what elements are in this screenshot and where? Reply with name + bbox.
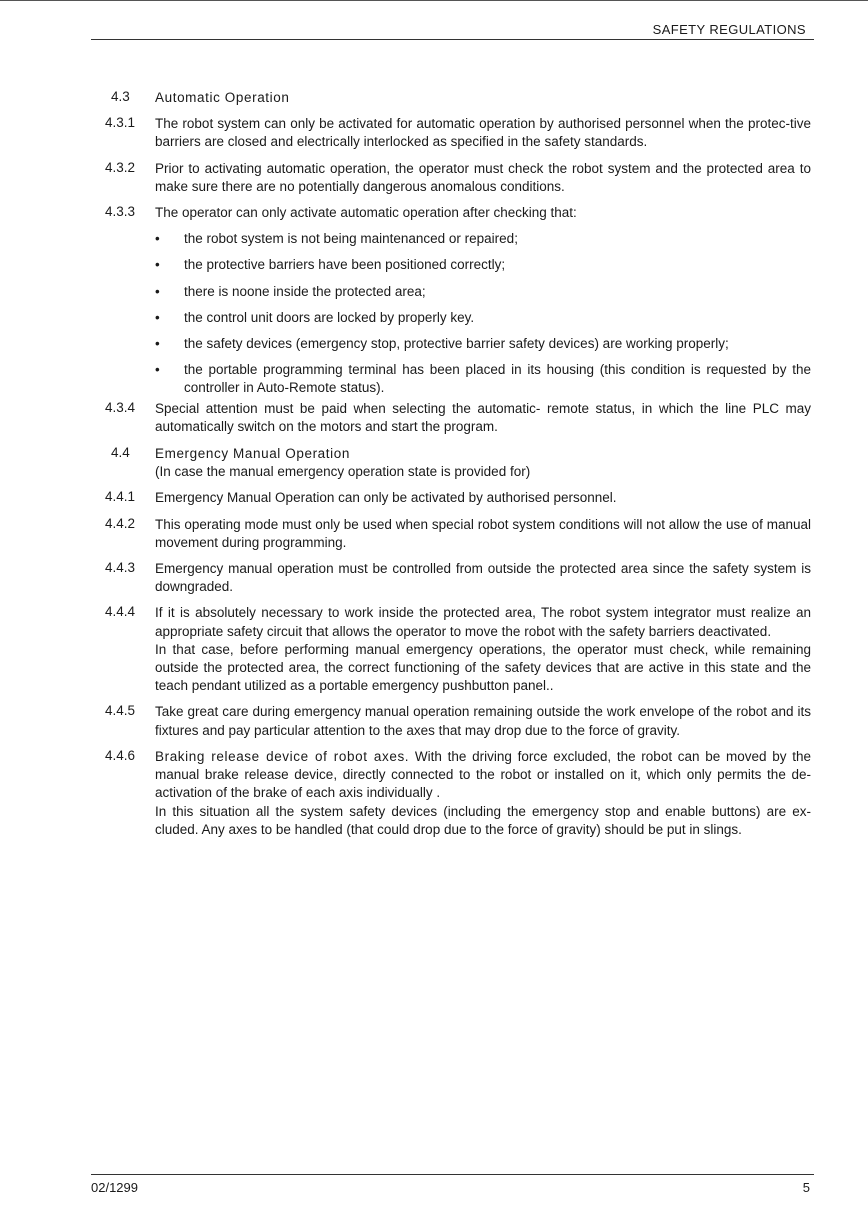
clause	[0, 160, 868, 196]
bullet-icon: •	[155, 283, 160, 299]
list-item	[155, 230, 811, 248]
clause-text: Take great care during emergency manual operation remaining outside the work envelope of the robot and its fixtures and pay particular attention to the axes that may drop due to the force of gravity.	[155, 704, 811, 738]
clause	[0, 204, 868, 400]
clause-number: 4.3.2	[105, 159, 136, 175]
bullet-icon: •	[155, 257, 160, 273]
bullet-icon: •	[155, 231, 160, 247]
clause	[0, 604, 868, 695]
list-item	[155, 361, 811, 397]
clause-number: 4.4.2	[105, 515, 136, 531]
clause-number: 4.3.1	[105, 115, 136, 131]
list-item	[155, 256, 811, 274]
clause-text	[155, 748, 811, 803]
section-number: 4.3	[111, 89, 130, 104]
list-item-text: the safety devices (emergency stop, protective barrier safety devices) are working properly;	[184, 336, 729, 352]
clause-lead-text: With the driving force excluded, the robot can be moved by the manual brake release device, directly connected to the robot or installed on it, which only permits the de-activation of the brake of each axis individually .	[155, 748, 811, 801]
clause	[0, 115, 868, 151]
clause	[0, 748, 868, 839]
running-header: SAFETY REGULATIONS	[652, 22, 806, 37]
list-item	[155, 309, 811, 327]
header-rule	[91, 39, 814, 40]
clause-number: 4.3.3	[105, 204, 136, 220]
clause-text-continued: In this situation all the system safety devices (including the emergency stop and enable buttons) are ex-cluded. Any axes to be handled (that could drop due to the force of gravity) should be put in slings.	[155, 803, 811, 837]
clause-lead: Braking release device of robot axes.	[155, 748, 410, 764]
clause-text: Special attention must be paid when selecting the automatic- remote status, in which the line PLC may automatically switch on the motors and start the program.	[155, 400, 811, 434]
clause-text: The robot system can only be activated for automatic operation by authorised personnel when the protec-tive barriers are closed and electrically interlocked as specified in the safety standards.	[155, 116, 811, 150]
clause-text: This operating mode must only be used when special robot system conditions will not allow the use of manual movement during programming.	[155, 516, 811, 550]
section-heading	[0, 445, 868, 481]
document-code: 02/1299	[91, 1180, 138, 1195]
list-item-text: the portable programming terminal has been placed in its housing (this condition is requested by the controller in Auto-Remote status).	[184, 362, 811, 396]
section-number: 4.4	[111, 445, 130, 461]
clause-number: 4.3.4	[105, 399, 136, 415]
list-item-text: the protective barriers have been positioned correctly;	[184, 257, 506, 273]
clause-number: 4.4.1	[105, 489, 136, 505]
list-item	[155, 283, 811, 301]
clause-text: Emergency manual operation must be controlled from outside the protected area since the safety system is downgraded.	[155, 561, 811, 595]
bullet-icon: •	[155, 309, 160, 325]
clause-content	[155, 748, 811, 839]
clause-text-continued: In that case, before performing manual emergency operations, the operator must check, while remaining outside the protected area, the correct functioning of the safety devices that are active in this state and the teach pendant utilized as a portable emergency pushbutton panel..	[155, 641, 811, 694]
page-number: 5	[802, 1180, 810, 1195]
section-heading-content	[155, 445, 811, 481]
clause	[0, 560, 868, 596]
clause-number: 4.4.6	[105, 747, 136, 763]
section-heading	[0, 89, 868, 107]
list-item-text: the robot system is not being maintenanced or repaired;	[184, 231, 518, 247]
bullet-icon: •	[155, 362, 160, 378]
document-body	[0, 89, 868, 839]
section-title: Automatic Operation	[155, 90, 290, 105]
clause-content	[155, 204, 811, 400]
clause	[0, 516, 868, 552]
clause-text: Emergency Manual Operation can only be activated by authorised personnel.	[155, 490, 617, 506]
footer-rule	[91, 1174, 814, 1175]
clause-number: 4.4.5	[105, 703, 136, 719]
clause	[0, 400, 868, 436]
clause-text: Prior to activating automatic operation, the operator must check the robot system and the protected area to make sure there are no potentially dangerous anomalous conditions.	[155, 160, 811, 194]
bullet-icon: •	[155, 336, 160, 352]
clause	[0, 703, 868, 739]
list-item-text: the control unit doors are locked by properly key.	[184, 309, 475, 325]
clause-number: 4.4.3	[105, 560, 136, 576]
section-title: Emergency Manual Operation	[155, 446, 350, 462]
clause-text: If it is absolutely necessary to work inside the protected area, The robot system integrator must realize an appropriate safety circuit that allows the operator to move the robot with the safety barriers deactivated.	[155, 605, 811, 639]
list-item	[155, 335, 811, 353]
clause-content	[155, 604, 811, 695]
clause	[0, 489, 868, 507]
section-subtitle: (In case the manual emergency operation state is provided for)	[155, 464, 531, 480]
clause-number: 4.4.4	[105, 604, 136, 620]
clause-text: The operator can only activate automatic operation after checking that:	[155, 205, 577, 221]
list-item-text: there is noone inside the protected area;	[184, 283, 426, 299]
top-border	[0, 0, 868, 1]
